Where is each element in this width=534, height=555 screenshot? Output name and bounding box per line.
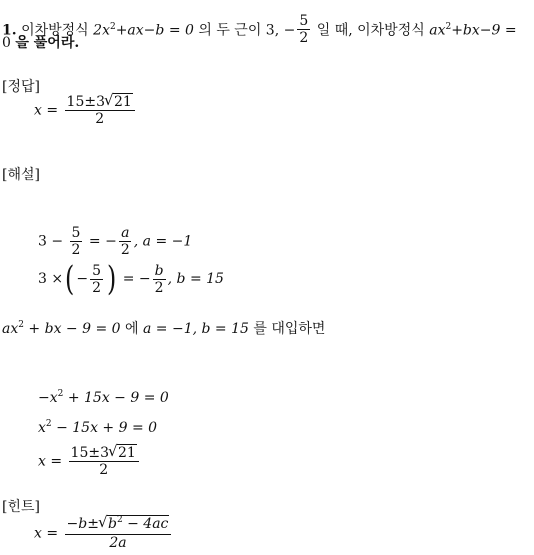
explanation-eq-1: [38, 225, 192, 258]
problem-line-2: [2, 36, 79, 50]
sub-pre: ax: [2, 321, 19, 337]
hint-lhs: x =: [34, 525, 59, 542]
answer-numerator: [65, 94, 135, 111]
answer-denominator: 2: [95, 111, 105, 127]
eq2-left-paren: (: [65, 259, 75, 299]
hint-numerator: [65, 516, 172, 535]
eq2-right-paren: ): [107, 259, 117, 299]
hint-num-pre: −b±: [66, 516, 99, 532]
problem-text-3: 일 때, 이차방정식: [316, 22, 425, 39]
eq1-pre: 3 −: [38, 233, 64, 250]
substitution-line: [2, 322, 325, 336]
step-1: [38, 391, 169, 405]
hint-rad-rest: − 4ac: [122, 516, 169, 532]
problem-eq1-term: 2x: [93, 22, 110, 39]
step2-b: − 15x + 9 = 0: [51, 420, 158, 436]
sub-vals: a = −1, b = 15: [143, 321, 249, 337]
hint-heading: [힌트]: [2, 499, 40, 515]
eq1-mid: = −: [88, 233, 117, 250]
eq2-mid: = −: [122, 271, 151, 287]
hint-rad-exp: 2: [116, 515, 123, 525]
step-3: [38, 445, 141, 478]
problem-number: 1.: [2, 22, 17, 39]
eq1-frac-1: [70, 225, 83, 258]
explanation-heading: [해설]: [2, 167, 40, 183]
step3-num-pre: 15±3: [70, 445, 109, 461]
hint-fraction: [65, 516, 172, 551]
explanation-eq-2: [38, 259, 224, 299]
problem-eq2-rest: +bx−9 =: [451, 22, 517, 39]
step3-denominator: 2: [99, 462, 109, 478]
step1-b: + 15x − 9 = 0: [63, 390, 169, 406]
answer-num-pre: 15±3: [66, 94, 105, 110]
eq2-inner-sign: −: [76, 271, 89, 287]
problem-root2-num: 5: [299, 13, 309, 29]
hint-denominator: 2a: [109, 535, 127, 551]
problem-eq2-term: ax: [429, 22, 446, 39]
problem-root2-frac: [297, 13, 310, 46]
eq2-frac-2: [153, 263, 166, 296]
sub-text-2: 를 대입하면: [253, 321, 326, 337]
hint-rad-b: b: [107, 516, 117, 532]
eq2-frac-1-den: 2: [92, 279, 102, 296]
hint-radicand: [107, 515, 169, 532]
step2-a: x: [38, 420, 46, 436]
problem-eq1-rest: +ax−b = 0: [115, 22, 194, 39]
problem-text-1: 이차방정식: [21, 22, 89, 39]
step1-exp: 2: [57, 389, 64, 399]
answer-heading: [정답]: [2, 79, 40, 95]
eq2-frac-1: [90, 263, 103, 296]
hint-sqrt: [99, 516, 169, 534]
problem-line2-text: 을 풀어라.: [15, 35, 80, 51]
step3-fraction: [69, 445, 139, 478]
problem-text-2: 의 두 근이 3,: [198, 22, 280, 39]
eq2-post: , b = 15: [167, 271, 224, 287]
answer-equation: [34, 94, 137, 127]
problem-line2-zero: 0: [2, 35, 11, 51]
sub-exp: 2: [18, 320, 24, 330]
eq2-frac-1-num: 5: [92, 262, 102, 279]
eq1-frac-1-num: 5: [71, 225, 81, 241]
step-2: [38, 421, 157, 435]
answer-radicand: 21: [113, 94, 132, 110]
eq1-frac-2-den: 2: [120, 242, 130, 258]
eq1-frac-2-num: a: [121, 225, 130, 241]
hint-equation: [34, 516, 173, 551]
problem-root2-den: 2: [299, 30, 309, 46]
sub-mid: + bx − 9 = 0: [23, 321, 121, 337]
eq1-frac-2: [119, 225, 132, 258]
answer-fraction: [65, 94, 135, 127]
step2-exp: 2: [45, 419, 52, 429]
step1-a: −x: [38, 390, 58, 406]
step3-radicand: 21: [117, 445, 136, 461]
eq2-frac-2-num: b: [154, 262, 164, 279]
answer-lhs: x =: [34, 102, 59, 119]
step3-sqrt: [109, 445, 137, 461]
answer-sqrt: [105, 94, 133, 110]
problem-eq1-exp: 2: [109, 21, 116, 32]
problem-eq2-exp: 2: [445, 21, 452, 32]
eq1-post: , a = −1: [133, 233, 193, 250]
eq1-frac-1-den: 2: [71, 242, 81, 258]
sub-text-1: 에: [125, 321, 139, 337]
step3-lhs: x =: [38, 453, 63, 470]
eq2-frac-2-den: 2: [154, 279, 164, 296]
step3-numerator: [69, 445, 139, 462]
eq2-pre: 3 ×: [38, 271, 64, 287]
problem-root2-sign: −: [283, 22, 296, 39]
